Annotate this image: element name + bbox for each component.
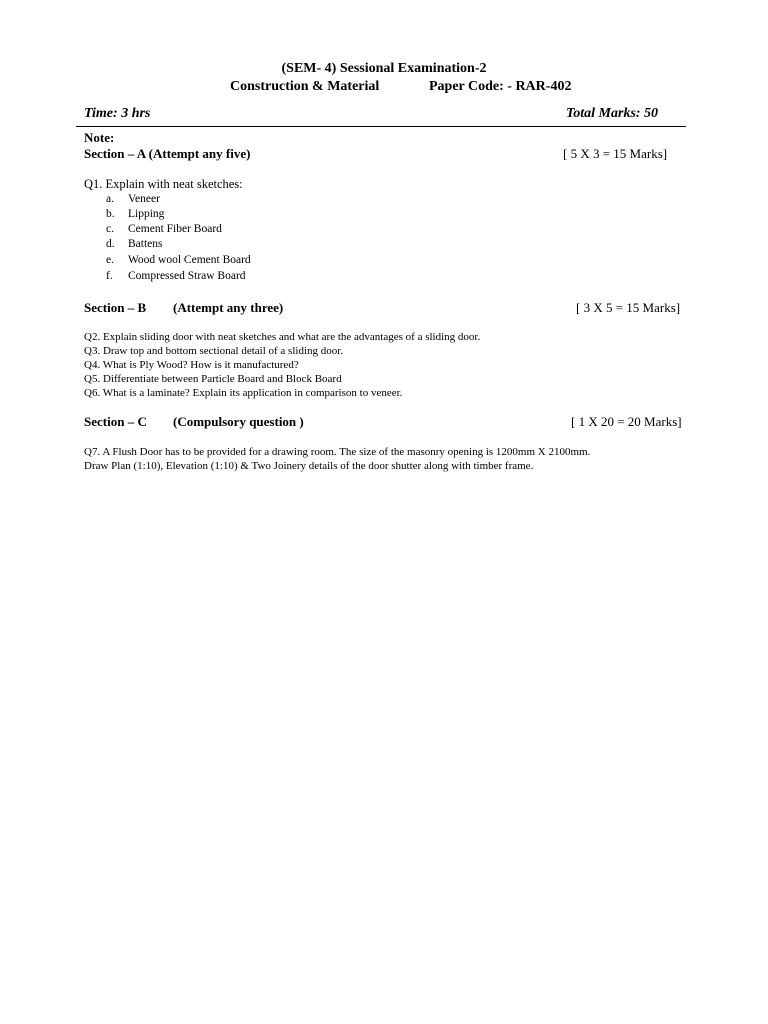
paper-code: Paper Code: - RAR-402 — [429, 79, 572, 94]
question-6: Q6. What is a laminate? Explain its application in comparison to veneer. — [84, 387, 403, 399]
total-marks: Total Marks: 50 — [566, 106, 659, 121]
note-label: Note: — [84, 130, 115, 145]
question-7-line-1: Q7. A Flush Door has to be provided for a drawing room. The size of the masonry opening is 1200mm X 2100mm. — [84, 446, 591, 458]
question-2: Q2. Explain sliding door with neat sketches and what are the advantages of a sliding door. — [84, 331, 481, 343]
exam-title: (SEM- 4) Sessional Examination-2 — [281, 61, 487, 76]
section-c-title: Section – C — [84, 414, 147, 429]
question-1: Q1. Explain with neat sketches: — [84, 177, 243, 191]
section-a-marks: [ 5 X 3 = 15 Marks] — [563, 146, 668, 161]
list-item: b. Lipping — [106, 208, 165, 220]
section-b-marks: [ 3 X 5 = 15 Marks] — [576, 300, 681, 315]
list-item: f. Compressed Straw Board — [106, 270, 246, 282]
list-item: c. Cement Fiber Board — [106, 223, 222, 235]
question-5: Q5. Differentiate between Particle Board and Block Board — [84, 373, 342, 385]
section-b-title: Section – B — [84, 300, 147, 315]
question-7-line-2: Draw Plan (1:10), Elevation (1:10) & Two Joinery details of the door shutter along with timber frame. — [84, 460, 534, 472]
subject-name: Construction & Material — [230, 79, 380, 94]
section-b-instruction: (Attempt any three) — [173, 300, 284, 315]
header-divider — [76, 126, 686, 127]
section-c-marks: [ 1 X 20 = 20 Marks] — [571, 414, 682, 429]
question-3: Q3. Draw top and bottom sectional detail of a sliding door. — [84, 345, 344, 357]
question-4: Q4. What is Ply Wood? How is it manufactured? — [84, 359, 299, 371]
section-c-instruction: (Compulsory question ) — [173, 414, 304, 429]
list-item: d. Battens — [106, 238, 163, 250]
section-a-title: Section – A (Attempt any five) — [84, 146, 251, 161]
list-item: a. Veneer — [106, 193, 160, 205]
list-item: e. Wood wool Cement Board — [106, 254, 251, 266]
exam-time: Time: 3 hrs — [84, 106, 151, 121]
